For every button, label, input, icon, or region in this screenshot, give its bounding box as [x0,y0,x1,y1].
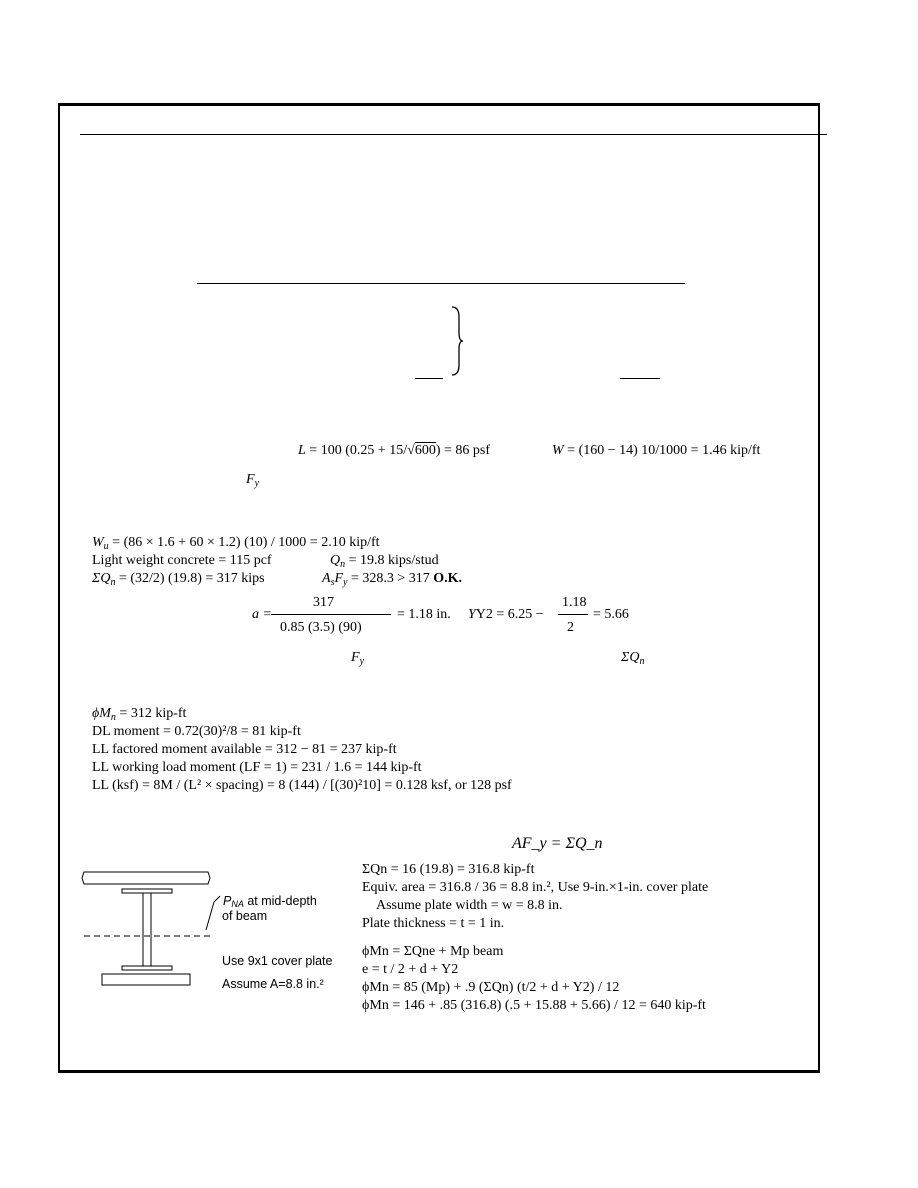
a-eq-denominator: 0.85 (3.5) (90) [280,620,362,635]
brace-mark [448,305,464,377]
section-rule [197,283,685,284]
header-rule [80,134,827,135]
ll-working-line: LL working load moment (LF = 1) = 231 / 1.6 = 144 kip-ft [92,760,422,775]
plate-width-line: Assume plate width = w = 8.8 in. [376,898,563,913]
concrete-line: Light weight concrete = 115 pcf [92,553,272,568]
equiv-area-line: Equiv. area = 316.8 / 36 = 8.8 in.², Use 9-in.×1-in. cover plate [362,880,709,895]
beam-section-diagram [80,866,230,996]
weight-equation: W = (160 − 14) 10/1000 = 1.46 kip/ft [552,443,761,458]
live-load-equation: L = 100 (0.25 + 15/√600) = 86 psf [298,443,490,458]
pna-label: PNA at mid-depth [223,894,317,909]
asfy-line: $A_sF_y = 328.3 > 317$ O.K. [322,571,463,588]
phi-mn-eq-1: ϕMn = ΣQne + Mp beam [362,944,504,959]
a-eq-numerator: 317 [313,595,334,610]
fy-label-top: $F_y$ [246,472,260,489]
e-equation: e = t / 2 + d + Y2 [362,962,459,977]
bottom-flange [122,966,172,970]
fy-label-mid: $F_y$ [351,650,365,667]
y2-eq-fraction-bar [558,614,588,615]
top-flange [122,889,172,893]
concrete-slab [82,872,210,884]
y2-eq-denominator: 2 [567,620,574,635]
ll-ksf-line: LL (ksf) = 8M / (L² × spacing) = 8 (144) / [(30)²10] = 0.128 ksf, or 128 psf [92,778,512,793]
sum-qn-line: $\Sigma Q_n = (32/2) (19.8) = 317$ kips [92,571,265,588]
sum-qn-plate: ΣQn = 16 (19.8) = 316.8 kip-ft [362,862,535,877]
pna-label-line2: of beam [222,909,268,923]
cover-plate [102,974,190,985]
phi-mn-eq-3: ϕMn = 146 + .85 (316.8) (.5 + 15.88 + 5.66) / 12 = 640 kip-ft [362,998,706,1013]
ll-factored-line: LL factored moment available = 312 − 81 = 237 kip-ft [92,742,397,757]
a-eq-rhs: = 1.18 in. [397,607,451,622]
sum-qn-label-mid: $\Sigma Q_n$ [621,650,645,667]
y2-eq-numerator: 1.18 [562,595,587,610]
y2-eq-lhs: YY2 = 6.25 − [468,607,544,622]
assume-area-label: Assume A=8.8 in.² [222,977,324,991]
blank-rule-2 [620,378,660,379]
plate-thickness-line: Plate thickness = t = 1 in. [362,916,505,931]
qn-line: $Q_n = 19.8$ kips/stud [330,553,439,570]
phi-mn-line: $\phi M_n = 312$ kip-ft [92,706,187,723]
dl-moment-line: DL moment = 0.72(30)²/8 = 81 kip-ft [92,724,301,739]
header-equation: AF_y = ΣQ_n [512,835,603,852]
cover-plate-label: Use 9x1 cover plate [222,954,333,968]
phi-mn-eq-2: ϕMn = 85 (Mp) + .9 (ΣQn) (t/2 + d + Y2) / 12 [362,980,620,995]
blank-rule-1 [415,378,443,379]
a-eq-fraction-bar [271,614,391,615]
y2-eq-rhs: = 5.66 [593,607,629,622]
wu-line: $W_u = (86 \times 1.6 + 60 \times 1.2)$ (10) / 1000 = 2.10 kip/ft [92,535,380,552]
a-eq-lhs: a = [252,607,272,622]
